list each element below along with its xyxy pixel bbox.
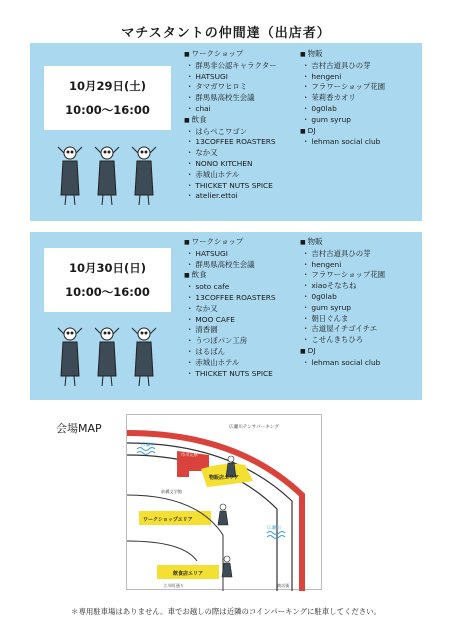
- venue-map-drawing: [127, 415, 323, 591]
- vendor-item: ・ こせんきちひろ: [300, 335, 385, 346]
- vendor-item: ・ 茉莉香カオリ: [300, 93, 385, 104]
- vendor-item: ・ THICKET NUTS SPICE: [184, 369, 276, 380]
- category-heading: ■ DJ: [300, 346, 385, 358]
- vendor-column-right: [300, 237, 385, 369]
- mascot-figures-illustration: [52, 143, 162, 207]
- map-label-hall: 前橋文学館: [161, 489, 182, 494]
- vendor-item: ・ 0g0lab: [300, 104, 385, 115]
- category-heading: ■ 飲食: [184, 115, 277, 127]
- vendor-item: ・ 群馬非公認キャラクター: [184, 61, 277, 72]
- vendor-item: ・ はらぺこワゴン: [184, 127, 277, 138]
- vendor-item: ・ タマガワヒロミ: [184, 82, 277, 93]
- map-label-road-right: 商店街: [277, 583, 290, 588]
- vendor-item: ・ chai: [184, 104, 277, 115]
- category-heading: ■ 物販: [300, 49, 385, 61]
- mascot-marker-icon: [218, 504, 228, 525]
- schedule-panel-day2: [30, 232, 422, 400]
- vendor-item: ・ 朝日ぐんま: [300, 314, 385, 325]
- vendor-item: ・ 群馬県高校生会議: [184, 260, 276, 271]
- map-label-building: 市川元県: [181, 452, 198, 457]
- event-date: 10月30日(日): [68, 261, 147, 275]
- vendor-item: ・ 赤城山ホテル: [184, 170, 277, 181]
- vendor-item: ・ はるばん: [184, 347, 276, 358]
- vendor-item: ・ 群馬県高校生会議: [184, 93, 277, 104]
- event-time: 10:00〜16:00: [65, 285, 150, 299]
- vendor-item: ・ 清香園: [184, 325, 276, 336]
- map-label-road-left: 立川町通り: [163, 583, 184, 588]
- map-label-river: 広瀬川: [141, 443, 155, 448]
- map-label-area-shop: 物販店エリア: [209, 475, 240, 481]
- vendor-item: ・ soto cafe: [184, 282, 276, 293]
- date-box-day1: [44, 66, 171, 130]
- category-heading: ■ ワークショップ: [184, 237, 276, 249]
- map-label-area-food: 飲食店エリア: [173, 571, 204, 577]
- vendor-item: ・ 0g0lab: [300, 292, 385, 303]
- vendor-item: ・ 吉村古道具ひの芽: [300, 61, 385, 72]
- vendor-item: ・ 13COFFEE ROASTERS: [184, 293, 276, 304]
- vendor-item: ・ フラワーショップ花園: [300, 82, 385, 93]
- vendor-item: ・ 赤城山ホテル: [184, 358, 276, 369]
- vendor-item: ・ フラワーショップ花園: [300, 270, 385, 281]
- schedule-panel-day1: [30, 43, 422, 221]
- vendor-item: ・ HATSUGI: [184, 249, 276, 260]
- page-title: マチスタントの仲間達（出店者）: [121, 26, 331, 41]
- vendor-item: ・ hengeni: [300, 260, 385, 271]
- parking-footnote: ＊専用駐車場はありません。車でお越しの際は近隣のコインパーキングに駐車してください。: [71, 607, 381, 616]
- date-box-day2: [44, 248, 171, 312]
- water-icon: [137, 448, 155, 455]
- vendor-item: ・ lehman social club: [300, 137, 385, 148]
- event-time: 10:00〜16:00: [65, 103, 150, 117]
- mascot-marker-icon: [226, 456, 236, 477]
- vendor-column-left: [184, 49, 277, 202]
- map-label-area-workshop: ワークショップエリア: [143, 517, 193, 523]
- vendor-item: ・ gum syrup: [300, 303, 385, 314]
- vendor-item: ・ HATSUGI: [184, 72, 277, 83]
- vendor-item: ・ xiaoそなちね: [300, 281, 385, 292]
- map-label-river-2: 広瀬川: [267, 526, 281, 531]
- vendor-item: ・ THICKET NUTS SPICE: [184, 181, 277, 192]
- category-heading: ■ 飲食: [184, 270, 276, 282]
- map-road-inner: [127, 541, 197, 561]
- vendor-item: ・ うつぼパン工房: [184, 336, 276, 347]
- map-label-parking: 広瀬川テンサパーキング: [229, 425, 279, 430]
- vendor-item: ・ lehman social club: [300, 358, 385, 369]
- vendor-item: ・ atelier.ettoi: [184, 191, 277, 202]
- map-heading: 会場MAP: [56, 422, 102, 435]
- water-icon: [267, 532, 285, 539]
- vendor-item: ・ 13COFFEE ROASTERS: [184, 137, 277, 148]
- vendor-item: ・ 古道屋イチゴイチエ: [300, 324, 385, 335]
- category-heading: ■ DJ: [300, 126, 385, 138]
- venue-map: [126, 414, 322, 590]
- category-heading: ■ ワークショップ: [184, 49, 277, 61]
- mascot-figures-illustration: [52, 324, 162, 388]
- vendor-item: ・ hengeni: [300, 72, 385, 83]
- vendor-column-left: [184, 237, 276, 379]
- vendor-item: ・ MOO CAFE: [184, 315, 276, 326]
- vendor-item: ・ なか又: [184, 148, 277, 159]
- event-date: 10月29日(土): [68, 79, 147, 93]
- vendor-item: ・ 吉村古道具ひの芽: [300, 249, 385, 260]
- vendor-column-right: [300, 49, 385, 148]
- vendor-item: ・ gum syrup: [300, 115, 385, 126]
- category-heading: ■ 物販: [300, 237, 385, 249]
- vendor-item: ・ NONO KITCHEN: [184, 159, 277, 170]
- vendor-item: ・ なか又: [184, 304, 276, 315]
